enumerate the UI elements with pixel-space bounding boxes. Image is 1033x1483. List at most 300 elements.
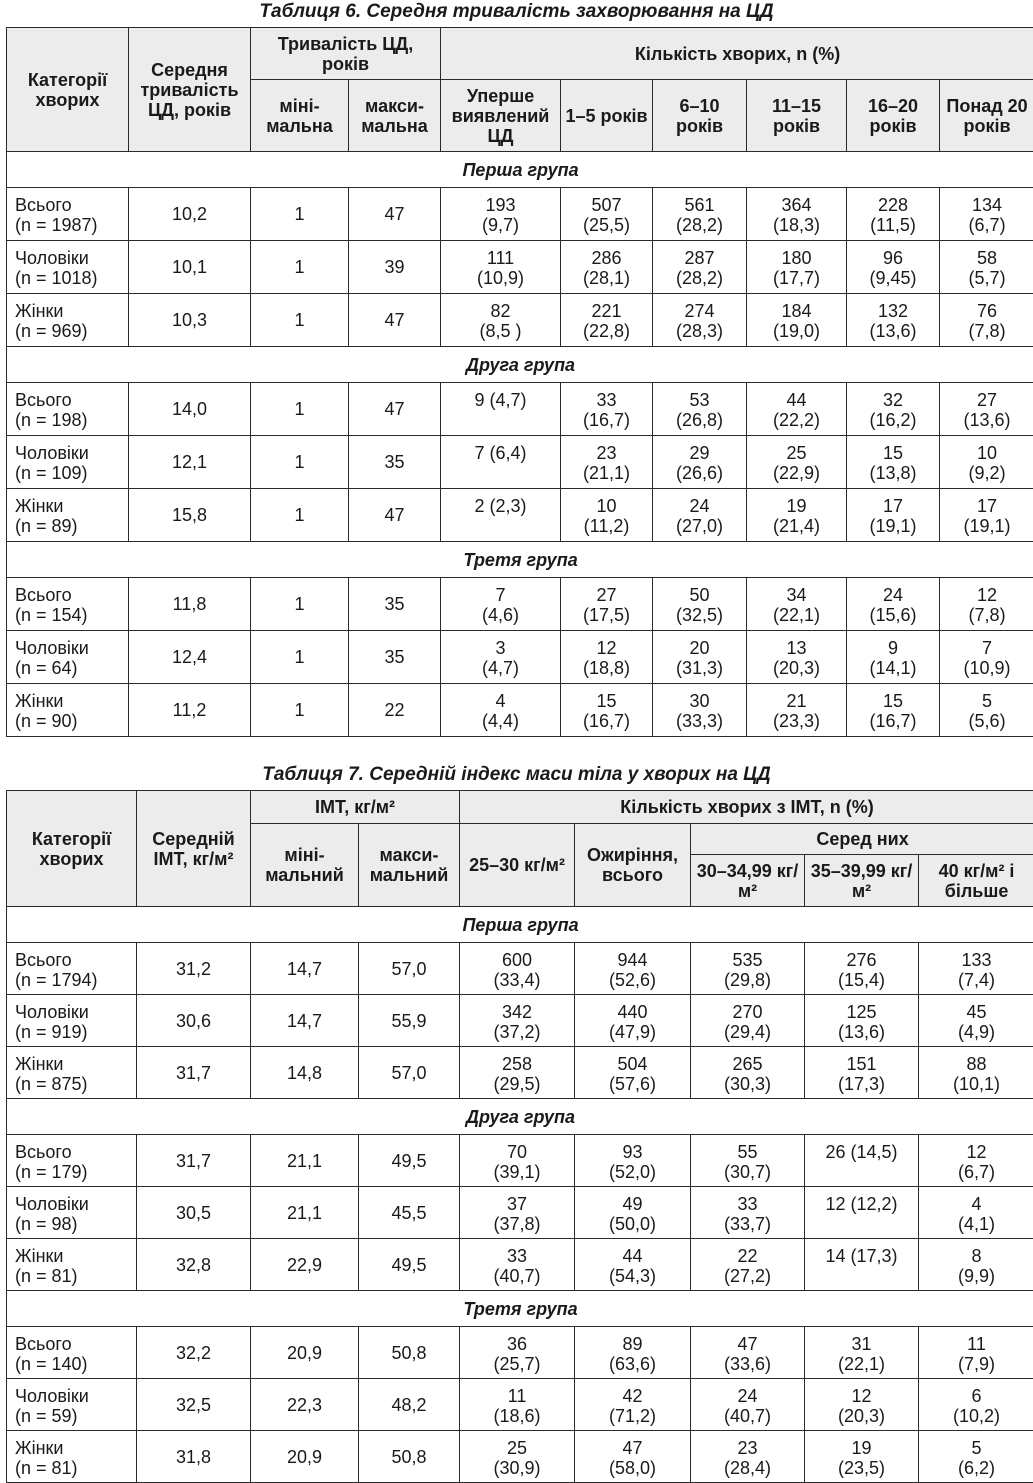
count-percent: (4,9) bbox=[923, 1022, 1030, 1042]
category-cell bbox=[7, 1135, 137, 1187]
count-percent: (18,6) bbox=[464, 1406, 570, 1426]
count-percent: (19,0) bbox=[751, 321, 842, 341]
count-value: 9 (4,7) bbox=[445, 390, 556, 410]
count-value: 440 bbox=[579, 1002, 686, 1022]
count-cell bbox=[847, 436, 940, 489]
category-count: (n = 140) bbox=[15, 1354, 136, 1374]
category-count: (n = 1794) bbox=[15, 970, 136, 990]
count-percent: (26,8) bbox=[657, 410, 742, 430]
count-cell bbox=[691, 1431, 805, 1483]
category-cell bbox=[7, 1379, 137, 1431]
count-value: 6 bbox=[923, 1386, 1030, 1406]
max-cell: 47 bbox=[349, 489, 441, 542]
count-percent: (11,5) bbox=[851, 215, 935, 235]
count-cell bbox=[805, 1187, 919, 1239]
count-value: 12 bbox=[923, 1142, 1030, 1162]
count-value: 132 bbox=[851, 301, 935, 321]
category-label: Всього bbox=[15, 1334, 136, 1354]
count-cell bbox=[561, 294, 653, 347]
count-cell bbox=[691, 1047, 805, 1099]
count-cell bbox=[561, 188, 653, 241]
count-percent: (31,3) bbox=[657, 658, 742, 678]
count-percent: (17,7) bbox=[751, 268, 842, 288]
header-over-20: Понад 20 років bbox=[940, 80, 1033, 152]
count-percent: (20,3) bbox=[751, 658, 842, 678]
count-value: 21 bbox=[751, 691, 842, 711]
count-percent: (33,7) bbox=[695, 1214, 800, 1234]
count-percent: (37,8) bbox=[464, 1214, 570, 1234]
count-value: 9 bbox=[851, 638, 935, 658]
category-count: (n = 875) bbox=[15, 1074, 136, 1094]
count-value: 31 bbox=[809, 1334, 914, 1354]
category-label: Жінки bbox=[15, 301, 128, 321]
category-label: Чоловіки bbox=[15, 1194, 136, 1214]
count-percent: (16,7) bbox=[565, 410, 648, 430]
table-row bbox=[7, 1379, 1033, 1431]
count-cell bbox=[747, 383, 847, 436]
count-cell bbox=[747, 684, 847, 737]
count-percent: (5,6) bbox=[944, 711, 1030, 731]
count-percent: (6,7) bbox=[944, 215, 1030, 235]
count-percent: (18,3) bbox=[751, 215, 842, 235]
count-cell bbox=[805, 1379, 919, 1431]
min-cell: 14,7 bbox=[251, 943, 359, 995]
count-percent: (10,9) bbox=[944, 658, 1030, 678]
count-cell bbox=[940, 241, 1033, 294]
count-cell bbox=[575, 1327, 691, 1379]
min-cell: 1 bbox=[251, 383, 349, 436]
count-value: 23 bbox=[695, 1438, 800, 1458]
count-value: 274 bbox=[657, 301, 742, 321]
category-label: Жінки bbox=[15, 496, 128, 516]
max-cell: 47 bbox=[349, 294, 441, 347]
min-cell: 20,9 bbox=[251, 1431, 359, 1483]
mean-cell: 31,8 bbox=[137, 1431, 251, 1483]
count-value: 287 bbox=[657, 248, 742, 268]
category-cell bbox=[7, 1327, 137, 1379]
header-16-20: 16–20 років bbox=[847, 80, 940, 152]
category-cell bbox=[7, 1431, 137, 1483]
min-cell: 21,1 bbox=[251, 1187, 359, 1239]
count-value: 58 bbox=[944, 248, 1030, 268]
table-row bbox=[7, 188, 1033, 241]
count-value: 125 bbox=[809, 1002, 914, 1022]
count-percent: (37,2) bbox=[464, 1022, 570, 1042]
min-cell: 21,1 bbox=[251, 1135, 359, 1187]
bmi-table bbox=[6, 790, 1033, 1483]
count-percent: (25,5) bbox=[565, 215, 648, 235]
count-cell bbox=[691, 1379, 805, 1431]
header-max: макси-мальний bbox=[359, 824, 460, 907]
mean-cell: 30,5 bbox=[137, 1187, 251, 1239]
mean-cell: 10,1 bbox=[129, 241, 251, 294]
category-cell bbox=[7, 1239, 137, 1291]
min-cell: 20,9 bbox=[251, 1327, 359, 1379]
count-cell bbox=[919, 1327, 1033, 1379]
count-value: 27 bbox=[565, 585, 648, 605]
count-cell bbox=[940, 294, 1033, 347]
count-cell bbox=[575, 1047, 691, 1099]
count-cell bbox=[747, 294, 847, 347]
header-category: Категорії хворих bbox=[7, 28, 129, 152]
duration-table bbox=[6, 27, 1033, 737]
min-cell: 22,9 bbox=[251, 1239, 359, 1291]
header-max: макси-мальна bbox=[349, 80, 441, 152]
count-percent: (28,2) bbox=[657, 215, 742, 235]
count-cell bbox=[653, 241, 747, 294]
min-cell: 1 bbox=[251, 578, 349, 631]
category-label: Чоловіки bbox=[15, 1386, 136, 1406]
min-cell: 14,8 bbox=[251, 1047, 359, 1099]
count-cell bbox=[653, 489, 747, 542]
max-cell: 50,8 bbox=[359, 1327, 460, 1379]
count-value: 17 bbox=[944, 496, 1030, 516]
count-cell bbox=[919, 1187, 1033, 1239]
count-cell bbox=[691, 995, 805, 1047]
count-value: 265 bbox=[695, 1054, 800, 1074]
count-percent: (33,3) bbox=[657, 711, 742, 731]
category-label: Жінки bbox=[15, 1054, 136, 1074]
count-cell bbox=[575, 995, 691, 1047]
count-percent: (20,3) bbox=[809, 1406, 914, 1426]
count-cell bbox=[691, 1135, 805, 1187]
count-cell bbox=[919, 1047, 1033, 1099]
count-cell bbox=[940, 436, 1033, 489]
count-value: 270 bbox=[695, 1002, 800, 1022]
count-value: 29 bbox=[657, 443, 742, 463]
header-among-them: Серед них bbox=[691, 824, 1033, 855]
count-value: 11 bbox=[464, 1386, 570, 1406]
header-count-group: Кількість хворих, n (%) bbox=[441, 28, 1033, 80]
count-value: 4 bbox=[923, 1194, 1030, 1214]
count-value: 14 (17,3) bbox=[809, 1246, 914, 1266]
count-value: 15 bbox=[565, 691, 648, 711]
count-percent: (50,0) bbox=[579, 1214, 686, 1234]
count-value: 13 bbox=[751, 638, 842, 658]
table-row bbox=[7, 1047, 1033, 1099]
count-value: 134 bbox=[944, 195, 1030, 215]
count-value: 24 bbox=[851, 585, 935, 605]
count-percent: (19,1) bbox=[851, 516, 935, 536]
count-cell bbox=[441, 436, 561, 489]
count-value: 8 bbox=[923, 1246, 1030, 1266]
count-cell bbox=[919, 943, 1033, 995]
mean-cell: 11,2 bbox=[129, 684, 251, 737]
count-value: 2 (2,3) bbox=[445, 496, 556, 516]
max-cell: 45,5 bbox=[359, 1187, 460, 1239]
count-value: 32 bbox=[851, 390, 935, 410]
count-value: 23 bbox=[565, 443, 648, 463]
count-cell bbox=[575, 1135, 691, 1187]
count-value: 535 bbox=[695, 950, 800, 970]
category-cell bbox=[7, 383, 129, 436]
count-value: 5 bbox=[923, 1438, 1030, 1458]
count-value: 286 bbox=[565, 248, 648, 268]
count-percent: (19,1) bbox=[944, 516, 1030, 536]
count-value: 47 bbox=[579, 1438, 686, 1458]
count-cell bbox=[653, 188, 747, 241]
category-cell bbox=[7, 684, 129, 737]
count-percent: (63,6) bbox=[579, 1354, 686, 1374]
count-value: 12 bbox=[944, 585, 1030, 605]
count-cell bbox=[441, 188, 561, 241]
group-row bbox=[7, 347, 1033, 383]
table-row bbox=[7, 578, 1033, 631]
count-value: 228 bbox=[851, 195, 935, 215]
group-title: Друга група bbox=[7, 1099, 1033, 1135]
count-percent: (10,9) bbox=[445, 268, 556, 288]
count-value: 133 bbox=[923, 950, 1030, 970]
mean-cell: 31,7 bbox=[137, 1047, 251, 1099]
count-value: 49 bbox=[579, 1194, 686, 1214]
count-cell bbox=[747, 631, 847, 684]
group-title: Третя група bbox=[7, 1291, 1033, 1327]
category-count: (n = 198) bbox=[15, 410, 128, 430]
table-row bbox=[7, 631, 1033, 684]
mean-cell: 11,8 bbox=[129, 578, 251, 631]
table-6-caption: Таблиця 6. Середня тривалість захворювання на ЦД bbox=[0, 1, 1033, 23]
count-value: 561 bbox=[657, 195, 742, 215]
count-cell bbox=[805, 1047, 919, 1099]
count-percent: (9,9) bbox=[923, 1266, 1030, 1286]
count-value: 24 bbox=[657, 496, 742, 516]
count-value: 600 bbox=[464, 950, 570, 970]
category-cell bbox=[7, 489, 129, 542]
max-cell: 35 bbox=[349, 631, 441, 684]
bmi-table-body bbox=[7, 907, 1033, 1483]
count-cell bbox=[940, 578, 1033, 631]
count-percent: (9,45) bbox=[851, 268, 935, 288]
count-value: 5 bbox=[944, 691, 1030, 711]
mean-cell: 32,5 bbox=[137, 1379, 251, 1431]
count-cell bbox=[847, 188, 940, 241]
count-value: 82 bbox=[445, 301, 556, 321]
count-value: 42 bbox=[579, 1386, 686, 1406]
count-percent: (16,7) bbox=[851, 711, 935, 731]
count-value: 88 bbox=[923, 1054, 1030, 1074]
min-cell: 1 bbox=[251, 489, 349, 542]
count-percent: (27,2) bbox=[695, 1266, 800, 1286]
count-cell bbox=[575, 943, 691, 995]
count-cell bbox=[460, 1187, 575, 1239]
count-percent: (28,3) bbox=[657, 321, 742, 341]
count-value: 33 bbox=[565, 390, 648, 410]
count-percent: (18,8) bbox=[565, 658, 648, 678]
category-cell bbox=[7, 294, 129, 347]
count-percent: (22,1) bbox=[751, 605, 842, 625]
count-value: 3 bbox=[445, 638, 556, 658]
count-value: 221 bbox=[565, 301, 648, 321]
count-percent: (47,9) bbox=[579, 1022, 686, 1042]
category-count: (n = 81) bbox=[15, 1266, 136, 1286]
count-cell bbox=[805, 995, 919, 1047]
count-cell bbox=[441, 241, 561, 294]
category-cell bbox=[7, 995, 137, 1047]
count-percent: (15,4) bbox=[809, 970, 914, 990]
count-cell bbox=[561, 684, 653, 737]
count-percent: (4,7) bbox=[445, 658, 556, 678]
max-cell: 47 bbox=[349, 383, 441, 436]
category-count: (n = 81) bbox=[15, 1458, 136, 1478]
count-value: 44 bbox=[579, 1246, 686, 1266]
header-imt-group: ІМТ, кг/м² bbox=[251, 791, 460, 824]
category-cell bbox=[7, 188, 129, 241]
count-value: 20 bbox=[657, 638, 742, 658]
mean-cell: 32,8 bbox=[137, 1239, 251, 1291]
count-cell bbox=[460, 995, 575, 1047]
count-cell bbox=[575, 1239, 691, 1291]
table-row bbox=[7, 489, 1033, 542]
header-count-group: Кількість хворих з ІМТ, n (%) bbox=[460, 791, 1033, 824]
count-percent: (7,8) bbox=[944, 605, 1030, 625]
count-percent: (27,0) bbox=[657, 516, 742, 536]
count-cell bbox=[561, 383, 653, 436]
header-category: Категорії хворих bbox=[7, 791, 137, 907]
mean-cell: 14,0 bbox=[129, 383, 251, 436]
mean-cell: 30,6 bbox=[137, 995, 251, 1047]
max-cell: 55,9 bbox=[359, 995, 460, 1047]
count-percent: (71,2) bbox=[579, 1406, 686, 1426]
count-percent: (28,1) bbox=[565, 268, 648, 288]
count-cell bbox=[561, 578, 653, 631]
count-cell bbox=[691, 1239, 805, 1291]
count-percent: (11,2) bbox=[565, 516, 648, 536]
category-label: Чоловіки bbox=[15, 1002, 136, 1022]
count-cell bbox=[747, 188, 847, 241]
mean-cell: 10,3 bbox=[129, 294, 251, 347]
count-value: 944 bbox=[579, 950, 686, 970]
mean-cell: 12,1 bbox=[129, 436, 251, 489]
count-value: 44 bbox=[751, 390, 842, 410]
count-value: 364 bbox=[751, 195, 842, 215]
count-value: 96 bbox=[851, 248, 935, 268]
category-label: Всього bbox=[15, 1142, 136, 1162]
count-percent: (6,2) bbox=[923, 1458, 1030, 1478]
count-percent: (22,2) bbox=[751, 410, 842, 430]
count-percent: (7,9) bbox=[923, 1354, 1030, 1374]
count-percent: (21,1) bbox=[565, 463, 648, 483]
category-cell bbox=[7, 943, 137, 995]
max-cell: 57,0 bbox=[359, 1047, 460, 1099]
header-25-30: 25–30 кг/м² bbox=[460, 824, 575, 907]
header-obesity-total: Ожиріння, всього bbox=[575, 824, 691, 907]
count-percent: (29,5) bbox=[464, 1074, 570, 1094]
mean-cell: 31,7 bbox=[137, 1135, 251, 1187]
count-cell bbox=[653, 578, 747, 631]
count-percent: (40,7) bbox=[695, 1406, 800, 1426]
group-title: Третя група bbox=[7, 542, 1033, 578]
count-cell bbox=[653, 631, 747, 684]
category-count: (n = 90) bbox=[15, 711, 128, 731]
header-35-40: 35–39,99 кг/м² bbox=[805, 855, 919, 907]
count-percent: (30,9) bbox=[464, 1458, 570, 1478]
count-cell bbox=[441, 631, 561, 684]
count-cell bbox=[940, 631, 1033, 684]
group-row bbox=[7, 907, 1033, 943]
count-cell bbox=[653, 684, 747, 737]
table-row bbox=[7, 1431, 1033, 1483]
count-percent: (29,4) bbox=[695, 1022, 800, 1042]
count-percent: (13,8) bbox=[851, 463, 935, 483]
count-percent: (32,5) bbox=[657, 605, 742, 625]
table-row bbox=[7, 383, 1033, 436]
count-value: 37 bbox=[464, 1194, 570, 1214]
min-cell: 1 bbox=[251, 188, 349, 241]
count-cell bbox=[847, 578, 940, 631]
count-cell bbox=[460, 1135, 575, 1187]
count-percent: (14,1) bbox=[851, 658, 935, 678]
count-value: 76 bbox=[944, 301, 1030, 321]
count-cell bbox=[747, 436, 847, 489]
table-row bbox=[7, 684, 1033, 737]
count-value: 193 bbox=[445, 195, 556, 215]
min-cell: 22,3 bbox=[251, 1379, 359, 1431]
count-value: 7 bbox=[944, 638, 1030, 658]
max-cell: 22 bbox=[349, 684, 441, 737]
count-value: 507 bbox=[565, 195, 648, 215]
count-cell bbox=[919, 995, 1033, 1047]
count-percent: (4,1) bbox=[923, 1214, 1030, 1234]
header-duration-group: Тривалість ЦД, років bbox=[251, 28, 441, 80]
count-value: 184 bbox=[751, 301, 842, 321]
count-percent: (5,7) bbox=[944, 268, 1030, 288]
count-percent: (30,3) bbox=[695, 1074, 800, 1094]
count-value: 36 bbox=[464, 1334, 570, 1354]
group-title: Перша група bbox=[7, 907, 1033, 943]
count-value: 12 (12,2) bbox=[809, 1194, 914, 1214]
count-percent: (57,6) bbox=[579, 1074, 686, 1094]
count-value: 33 bbox=[464, 1246, 570, 1266]
count-percent: (40,7) bbox=[464, 1266, 570, 1286]
table-row bbox=[7, 1239, 1033, 1291]
count-cell bbox=[747, 241, 847, 294]
max-cell: 47 bbox=[349, 188, 441, 241]
count-cell bbox=[847, 489, 940, 542]
min-cell: 1 bbox=[251, 436, 349, 489]
header-mean-bmi: Середній ІМТ, кг/м² bbox=[137, 791, 251, 907]
count-value: 504 bbox=[579, 1054, 686, 1074]
min-cell: 1 bbox=[251, 631, 349, 684]
count-percent: (28,4) bbox=[695, 1458, 800, 1478]
count-cell bbox=[847, 631, 940, 684]
count-cell bbox=[460, 1431, 575, 1483]
category-count: (n = 64) bbox=[15, 658, 128, 678]
count-cell bbox=[805, 1327, 919, 1379]
count-percent: (22,9) bbox=[751, 463, 842, 483]
count-percent: (54,3) bbox=[579, 1266, 686, 1286]
count-value: 89 bbox=[579, 1334, 686, 1354]
count-value: 276 bbox=[809, 950, 914, 970]
category-count: (n = 154) bbox=[15, 605, 128, 625]
count-value: 93 bbox=[579, 1142, 686, 1162]
header-first-detected: Уперше виявлений ЦД bbox=[441, 80, 561, 152]
count-percent: (26,6) bbox=[657, 463, 742, 483]
category-count: (n = 98) bbox=[15, 1214, 136, 1234]
count-percent: (28,2) bbox=[657, 268, 742, 288]
count-value: 7 bbox=[445, 585, 556, 605]
count-value: 4 bbox=[445, 691, 556, 711]
count-value: 34 bbox=[751, 585, 842, 605]
count-value: 45 bbox=[923, 1002, 1030, 1022]
header-min: міні-мальний bbox=[251, 824, 359, 907]
count-percent: (8,5 ) bbox=[445, 321, 556, 341]
count-percent: (52,6) bbox=[579, 970, 686, 990]
count-cell bbox=[575, 1431, 691, 1483]
header-30-35: 30–34,99 кг/м² bbox=[691, 855, 805, 907]
count-cell bbox=[460, 1239, 575, 1291]
header-min: міні-мальна bbox=[251, 80, 349, 152]
count-value: 180 bbox=[751, 248, 842, 268]
